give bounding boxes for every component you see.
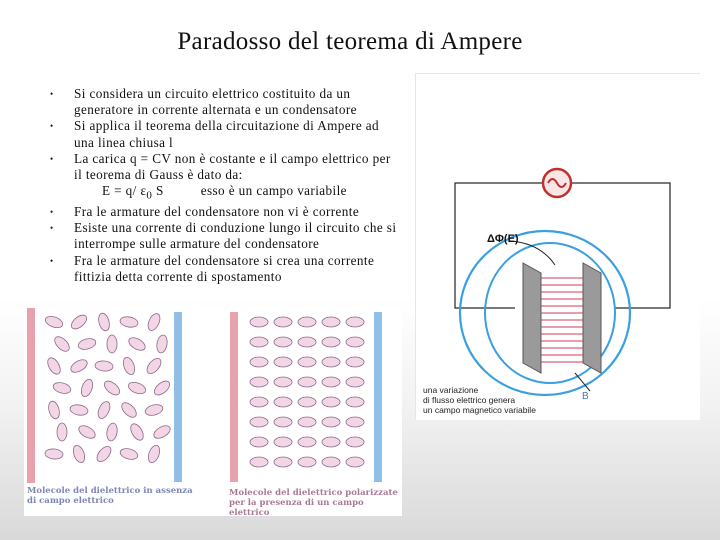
- figure-right-caption: [423, 385, 536, 415]
- molecule-icon: [250, 417, 268, 427]
- molecule-icon: [322, 437, 340, 447]
- molecule-icon: [298, 377, 316, 387]
- capacitor-circuit-figure: [415, 73, 700, 420]
- molecule-icon: [107, 335, 117, 353]
- bullet-marker: •: [50, 153, 54, 164]
- molecule-icon: [250, 437, 268, 447]
- molecule-icon: [69, 357, 90, 375]
- formula-rest: S esso è un campo variabile: [152, 183, 347, 199]
- caption-unpolarized: [27, 486, 197, 506]
- slide-title: Paradosso del teorema di Ampere: [177, 28, 523, 55]
- caption-line: di flusso elettrico genera: [423, 395, 516, 405]
- molecule-icon: [250, 377, 268, 387]
- molecule-icon: [346, 437, 364, 447]
- molecule-icon: [71, 444, 87, 464]
- molecule-icon: [152, 423, 173, 441]
- bullet-marker: •: [50, 223, 54, 234]
- molecule-icon: [274, 457, 292, 467]
- molecule-icon: [250, 337, 268, 347]
- molecule-icon: [45, 448, 64, 460]
- molecule-icon: [121, 356, 137, 376]
- molecule-icon: [298, 317, 316, 327]
- capacitor-plate-left: [523, 263, 541, 373]
- molecule-icon: [144, 356, 163, 376]
- molecule-icon: [250, 397, 268, 407]
- caption-line: una variazione: [423, 385, 479, 395]
- molecule-icon: [250, 317, 268, 327]
- molecule-icon: [127, 335, 148, 353]
- molecule-icon: [102, 378, 122, 397]
- molecule-icon: [322, 357, 340, 367]
- molecule-icon: [52, 381, 72, 395]
- caption-polarized: [229, 488, 399, 518]
- bullet-text: La carica q = CV non è costante e il campo elettrico per il teorema di Gauss è dato da:: [74, 150, 391, 183]
- bullet-item: [50, 204, 402, 220]
- molecule-icon: [298, 397, 316, 407]
- molecule-icon: [106, 422, 119, 441]
- formula-subscript: 0: [146, 189, 153, 202]
- b-label: B: [582, 391, 589, 402]
- molecule-icon: [274, 317, 292, 327]
- molecules-aligned: [250, 317, 364, 467]
- circuit-diagram: [415, 73, 700, 420]
- molecule-icon: [94, 444, 113, 464]
- gauss-formula: [74, 183, 402, 204]
- molecule-icon: [119, 400, 139, 420]
- caption-line: un campo magnetico variabile: [423, 405, 536, 415]
- bullet-text: Fra le armature del condensatore non vi è corrente: [74, 204, 360, 220]
- plate-positive-left: [27, 308, 35, 483]
- molecule-icon: [298, 457, 316, 467]
- molecule-icon: [45, 356, 63, 377]
- molecule-icon: [97, 312, 111, 332]
- bullet-item: [50, 151, 402, 204]
- molecule-icon: [69, 312, 89, 331]
- bullet-item: [50, 118, 402, 150]
- bullet-text: Fra le armature del condensatore si crea una corrente fittizia detta corrente di spostamento: [74, 252, 375, 284]
- bullet-item: [50, 253, 402, 285]
- molecule-icon: [250, 357, 268, 367]
- molecule-icon: [274, 337, 292, 347]
- capacitor-plate-right: [583, 263, 601, 373]
- molecule-icon: [298, 417, 316, 427]
- molecule-icon: [44, 314, 64, 330]
- molecule-icon: [146, 312, 163, 333]
- bullet-marker: •: [50, 89, 54, 99]
- electric-field-lines: [541, 278, 583, 362]
- molecule-icon: [346, 317, 364, 327]
- molecule-icon: [144, 403, 164, 417]
- molecule-icon: [322, 417, 340, 427]
- molecule-icon: [128, 422, 146, 443]
- bullet-text: Esiste una corrente di conduzione lungo il circuito che si interrompe sulle armature del condensatore: [74, 220, 397, 252]
- molecule-icon: [47, 400, 61, 420]
- bullet-list: [50, 86, 402, 285]
- bullet-text: Si applica il teorema della circuitazione di Ampere ad una linea chiusa l: [74, 118, 380, 150]
- molecule-icon: [346, 417, 364, 427]
- molecule-icon: [69, 404, 88, 417]
- bullet-marker: •: [50, 255, 54, 266]
- molecule-icon: [156, 334, 169, 353]
- molecule-icon: [322, 457, 340, 467]
- molecule-icon: [274, 437, 292, 447]
- bullet-marker: •: [50, 207, 54, 218]
- caption-line: Molecole del dielettrico in assenza: [27, 486, 193, 496]
- plate-negative-left: [174, 312, 182, 482]
- dielectric-diagram: [24, 308, 402, 516]
- circuit-wire: [455, 183, 670, 308]
- bullet-item: [50, 86, 402, 118]
- molecule-icon: [57, 423, 67, 441]
- molecule-icon: [152, 378, 172, 397]
- molecule-icon: [146, 444, 162, 464]
- molecule-icon: [127, 380, 147, 396]
- molecule-icon: [322, 397, 340, 407]
- molecule-icon: [77, 423, 98, 441]
- bullet-marker: •: [50, 121, 54, 132]
- molecule-icon: [346, 377, 364, 387]
- molecule-icon: [274, 377, 292, 387]
- molecule-icon: [346, 457, 364, 467]
- molecule-icon: [322, 377, 340, 387]
- molecule-icon: [298, 437, 316, 447]
- molecule-icon: [77, 337, 97, 351]
- caption-line: per la presenza di un campo elettrico: [229, 498, 364, 518]
- molecule-icon: [250, 457, 268, 467]
- molecule-icon: [346, 337, 364, 347]
- molecule-icon: [79, 378, 95, 398]
- delta-phi-label: ΔΦ(E): [487, 233, 519, 245]
- bullet-item: [50, 220, 402, 252]
- molecule-icon: [298, 357, 316, 367]
- molecule-icon: [346, 357, 364, 367]
- molecule-icon: [95, 360, 114, 372]
- molecule-icon: [274, 357, 292, 367]
- dielectric-figure: [24, 308, 402, 516]
- molecule-icon: [346, 397, 364, 407]
- plate-positive-right: [230, 312, 238, 482]
- molecule-icon: [274, 397, 292, 407]
- molecule-icon: [119, 316, 138, 329]
- molecule-icon: [52, 334, 72, 354]
- molecule-icon: [322, 337, 340, 347]
- molecule-icon: [119, 447, 139, 461]
- molecules-random: [44, 312, 172, 464]
- molecule-icon: [298, 337, 316, 347]
- molecule-icon: [96, 400, 113, 421]
- caption-line: Molecole del dielettrico polarizzate: [229, 488, 398, 498]
- molecule-icon: [322, 317, 340, 327]
- formula-lhs: E = q/ ε: [102, 183, 147, 199]
- molecule-icon: [274, 417, 292, 427]
- caption-line: di campo elettrico: [27, 496, 114, 506]
- bullet-text: Si considera un circuito elettrico costituito da un generatore in corrente alternata e un condensatore: [74, 86, 357, 118]
- plate-negative-right: [374, 312, 382, 482]
